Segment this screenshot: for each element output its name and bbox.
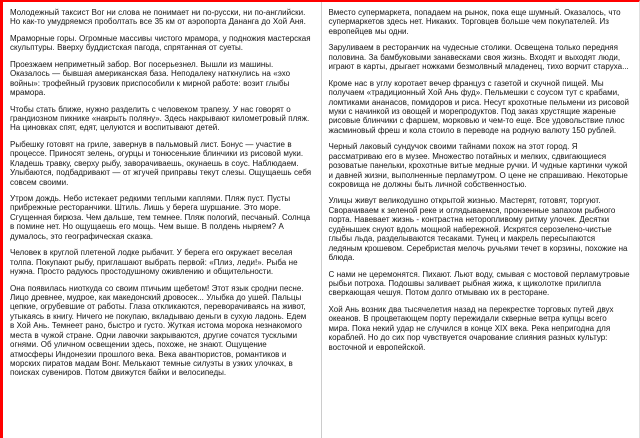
paragraph: Кроме нас в углу коротает вечер француз с газетой и скучной пищей. Мы получаем «традиционный Хой Ань фуд». Пельмешки с соусом тут с крабами, ломтиками ананасов, помидоров и риса. Несут крохотные пельмени из рисовой муки с начинкой из овощей и морепродуктов. Под заказ хрустящие жареные рисовые блинчики с фаршем, морковью и чем-то еще. Все удовольствие плюс жасминовый фреш и кола стоило в переводе на родную валюту 150 рублей. <box>328 78 630 135</box>
paragraph: Рыбешку готовят на гриле, завернув в пальмовый лист. Бонус — участие в процессе. Приносят зелень, огурцы и тонюсенькие блинчики из рисовой муки. Кладешь травку, сверху рыбу, заворачиваешь, окунаешь в соус. Наблюдаем. Улыбаются, подбадривают — от жгучей приправы текут слезы. Ощущаешь себя совсем своими. <box>10 139 312 187</box>
paragraph: Молодежный таксист Вог ни слова не понимает ни по-русски, ни по-английски. Но как-то умудряемся проболтать все 35 км от аэропорта Дананга до Хой Аня. <box>10 8 306 27</box>
paragraph: Человек в круглой плетеной лодке рыбачит. У берега его окружает веселая толпа. Покупают рыбу, приглашают выбрать первой: «Плиз, леди!». Рыба не нужна. Просто радуюсь простодушному оживлению и общительности. <box>10 248 298 277</box>
paragraph: Вместо супермаркета, попадаем на рынок, пока еще шумный. Оказалось, что супермаркетов здесь нет. Никаких. Торговцев больше чем покупателей. Из европейцев мы одни. <box>328 8 621 36</box>
paragraph: С нами не церемонятся. Пихают. Льют воду, смывая с мостовой перламутровые рыбьи потроха. Подошвы заливает рыбная жижа, к щиколотке прилипла сверкающая чешуя. Потом долго отмываю их в ресторане. <box>328 269 630 298</box>
paragraph: Черный лаковый сундучок своими тайнами похож на этот город. Я рассматриваю его в музее. Множество потайных и мелких, сдвигающиеся розоватые панельки, крохотные витые медные ручки. И чудные картинки чужой и давней жизни, выполненные перламутром. О цене не спрашиваю. Некоторые сокровища не должны быть личной собственностью. <box>328 142 628 189</box>
paragraph: Заруливаем в ресторанчик на чудесные столики. Освещена только передняя половина. За бамбуковыми занавесками своя жизнь. Входят и выходят люди, играют в карты, дрыгает ножками безмолвный младенец, тихо ворчит старуха... <box>328 43 629 72</box>
paragraph: Улицы живут великодушно открытой жизнью. Мастерят, готовят, торгуют. Сворачиваем к зеленой реке и оглядываемся, пронзенные запахом рыбного порта. Навевает жизнь - контрастна неторопливому ритму улочек. Десятки судёнышек снуют вдоль мощной набережной. Искрятся серозелено-чистые глыбы льда, разделываются тесаками. Тунец и макрель пересыпаются ледяным крошевом. Серебристая мелочь ручьями течет в корзины, похожие на блюда. <box>328 196 628 263</box>
paragraph: Хой Ань возник два тысячелетия назад на перекрестке торговых путей двух океанов. В процветающем порту пережидали скверные ветра купцы всего мира. Пока некий удар не случился в конце XIX века. Река непригодна для кораблей. Но до сих пор чувствуется очарование слияния разных культур: восточной и европейской. <box>328 304 614 352</box>
paragraph: Утром дождь. Небо истекает редкими теплыми каплями. Пляж пуст. Пусты прибрежные ресторанчики. Штиль. Лишь у берега шуршание. Это море. Сгущенная бирюза. Чем дальше, тем темнее. Пляж пологий, песчаный. Солнца в помине нет. Но ощущаешь его мощь. Чем выше. В полдень ныряем? А думалось, это географическая сказка. <box>10 194 311 241</box>
paragraph: Чтобы стать ближе, нужно разделить с человеком трапезу. У нас говорят о грандиозном пикнике «накрыть поляну». Здесь накрывают километровый пляж. На циновках спят, едят, целуются и воспитывают детей. <box>10 104 310 133</box>
left-text-column <box>3 2 321 438</box>
paragraph: Проезжаем неприметный забор. Вог посерьезнел. Вышли из машины. Оказалось — бывшая американская база. Неподалеку наткнулись на «эхо войны»: трофейный грузовик приспособили к мирной работе: возит глыбы мрамора. <box>10 59 291 98</box>
paragraph: Она появилась ниоткуда со своим птичьим щебетом! Этот язык сродни песне. Лицо древнее, мудрое, как македонский дровосек... Улыбка до ушей. Пальцы цепкие, огрубевшие от работы. Глаза откликаются, переворачиваясь на живот, утыкаясь в книгу. Ничего не покупаю, вкладываю деньги в сухую ладонь. Едем в Хой Ань. Темнеет рано, быстро и густо. Жуткая истома морока незнакомого места в чужой стране. Одни лавочки закрываются, другие сочатся тусклыми огнями. Об уличном освещении здесь, похоже, не знают. Ощущение атмосферы Индонезии прошлого века. Века авантюристов, романтиков и морских пиратов мадам Вонг. Мелькают темные силуэты в узких улочках, в поисках сувениров. Потом движутся байки и велосипеды. <box>10 283 307 378</box>
right-text-column <box>322 2 640 438</box>
paragraph: Мраморные горы. Огромные массивы чистого мрамора, у подножия мастерская скульптуры. Вверху буддистская пагода, спрятанная от суеты. <box>10 33 311 53</box>
